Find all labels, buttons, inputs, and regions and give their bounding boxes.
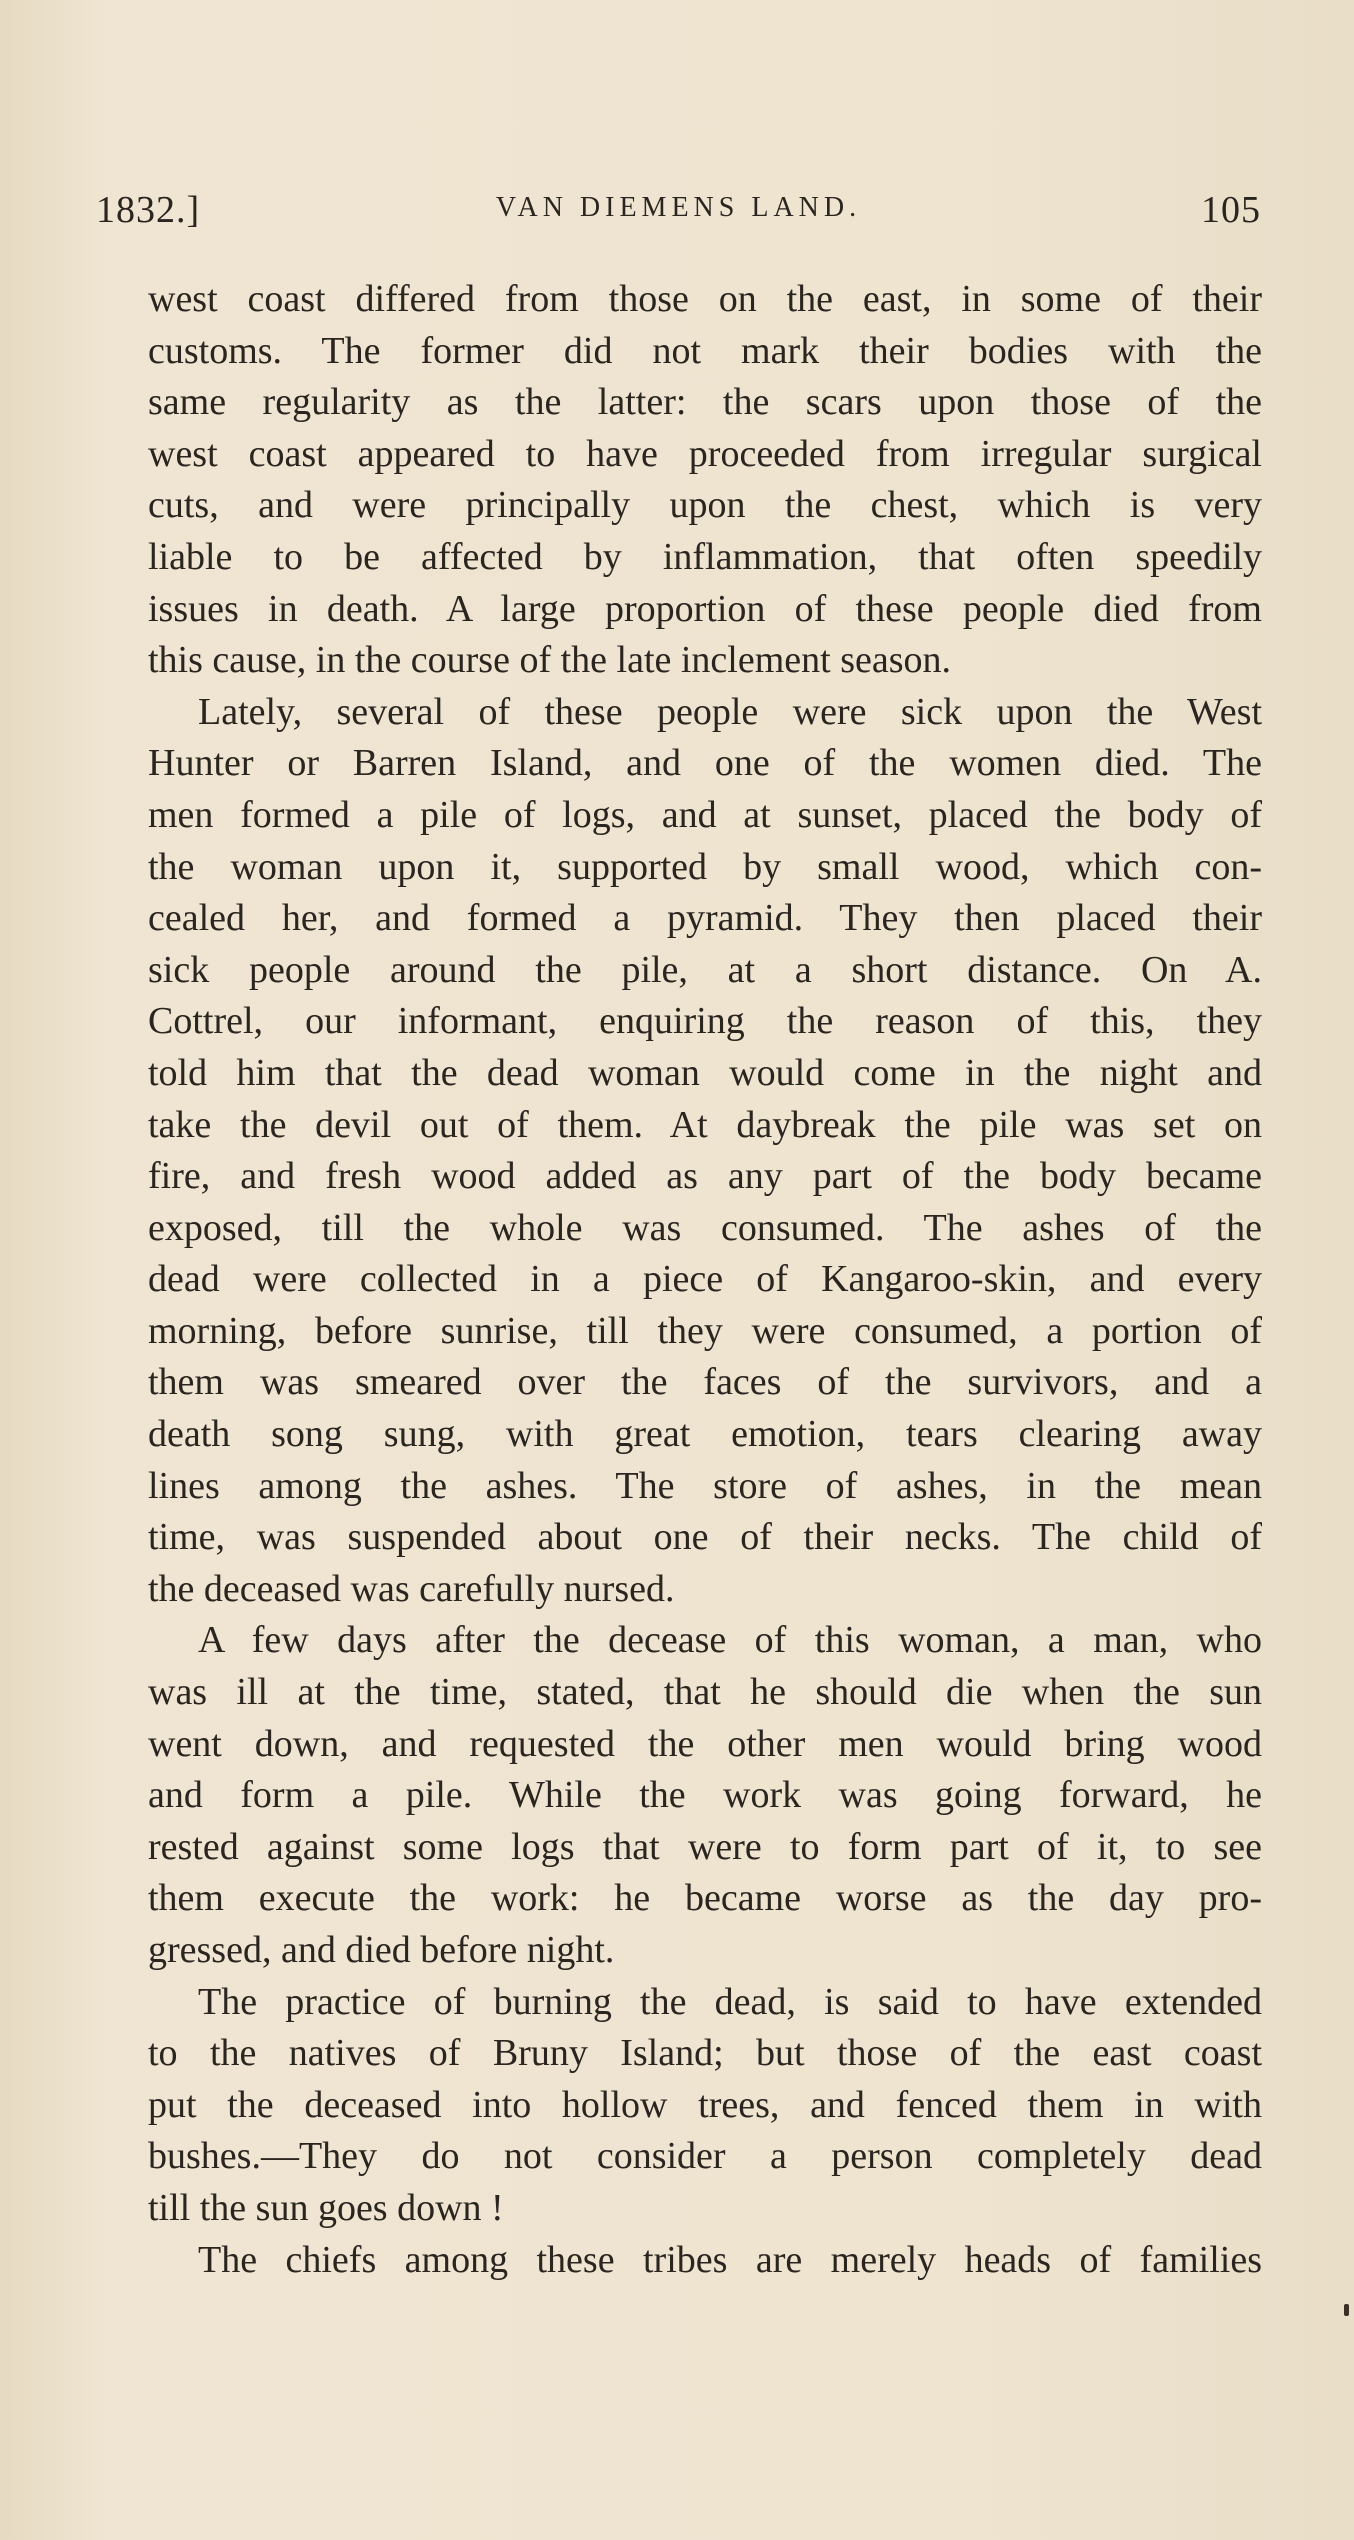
text-line: men formed a pile of logs, and at sunset, placed the body of bbox=[148, 793, 1262, 836]
text-line: to the natives of Bruny Island; but those of the east coast bbox=[148, 2032, 1262, 2075]
text-line: and form a pile. While the work was going forward, he bbox=[148, 1774, 1262, 1817]
text-line: Lately, several of these people were sick upon the West bbox=[198, 690, 1262, 733]
text-line: west coast differed from those on the east, in some of their bbox=[148, 278, 1262, 320]
text-line: cealed her, and formed a pyramid. They then placed their bbox=[148, 897, 1262, 940]
text-line: went down, and requested the other men would bring wood bbox=[148, 1722, 1262, 1765]
text-line: Cottrel, our informant, enquiring the reason of this, they bbox=[148, 1000, 1262, 1043]
text-line: liable to be affected by inflammation, that often speedily bbox=[148, 535, 1262, 578]
text-line: time, was suspended about one of their necks. The child of bbox=[148, 1516, 1262, 1559]
running-header bbox=[96, 188, 1261, 238]
header-year: 1832.] bbox=[96, 189, 201, 231]
text-line: was ill at the time, stated, that he should die when the sun bbox=[148, 1671, 1262, 1714]
text-line: them execute the work: he became worse as the day pro- bbox=[148, 1877, 1262, 1920]
text-line: cuts, and were principally upon the chest, which is very bbox=[148, 484, 1262, 527]
text-line: gressed, and died before night. bbox=[148, 1929, 615, 1971]
text-line: this cause, in the course of the late inclement season. bbox=[148, 639, 952, 682]
text-line: rested against some logs that were to form part of it, to see bbox=[148, 1825, 1262, 1868]
header-title: VAN DIEMENS LAND. bbox=[495, 192, 862, 223]
body-text bbox=[148, 274, 1262, 2286]
text-line: the deceased was carefully nursed. bbox=[148, 1567, 675, 1610]
text-line: dead were collected in a piece of Kangaroo-skin, and every bbox=[148, 1258, 1262, 1301]
text-line: take the devil out of them. At daybreak the pile was set on bbox=[148, 1103, 1262, 1146]
text-line: told him that the dead woman would come in the night and bbox=[148, 1051, 1262, 1094]
text-line: till the sun goes down ! bbox=[148, 2186, 504, 2229]
text-line: A few days after the decease of this woman, a man, who bbox=[198, 1619, 1262, 1662]
page-number: 105 bbox=[1201, 189, 1261, 231]
text-line: Hunter or Barren Island, and one of the women died. The bbox=[148, 742, 1262, 785]
text-line: The practice of burning the dead, is said to have extended bbox=[198, 1980, 1262, 2023]
text-line: issues in death. A large proportion of these people died from bbox=[148, 587, 1262, 630]
text-line: The chiefs among these tribes are merely heads of families bbox=[198, 2238, 1262, 2281]
text-line: the woman upon it, supported by small wood, which con- bbox=[148, 845, 1262, 888]
text-line: fire, and fresh wood added as any part of the body became bbox=[148, 1155, 1262, 1198]
text-line: west coast appeared to have proceeded from irregular surgical bbox=[148, 432, 1262, 475]
text-line: them was smeared over the faces of the survivors, and a bbox=[148, 1361, 1262, 1404]
margin-ink-mark bbox=[1344, 2304, 1349, 2316]
text-line: sick people around the pile, at a short distance. On A. bbox=[148, 948, 1262, 991]
text-line: put the deceased into hollow trees, and fenced them in with bbox=[148, 2083, 1262, 2126]
text-line: death song sung, with great emotion, tears clearing away bbox=[148, 1413, 1262, 1456]
text-line: same regularity as the latter: the scars upon those of the bbox=[148, 381, 1262, 424]
text-line: morning, before sunrise, till they were consumed, a portion of bbox=[148, 1309, 1262, 1352]
text-line: bushes.—They do not consider a person completely dead bbox=[148, 2135, 1262, 2178]
text-line: lines among the ashes. The store of ashes, in the mean bbox=[148, 1464, 1262, 1507]
text-line: customs. The former did not mark their bodies with the bbox=[148, 329, 1262, 372]
text-line: exposed, till the whole was consumed. The ashes of the bbox=[148, 1206, 1262, 1249]
